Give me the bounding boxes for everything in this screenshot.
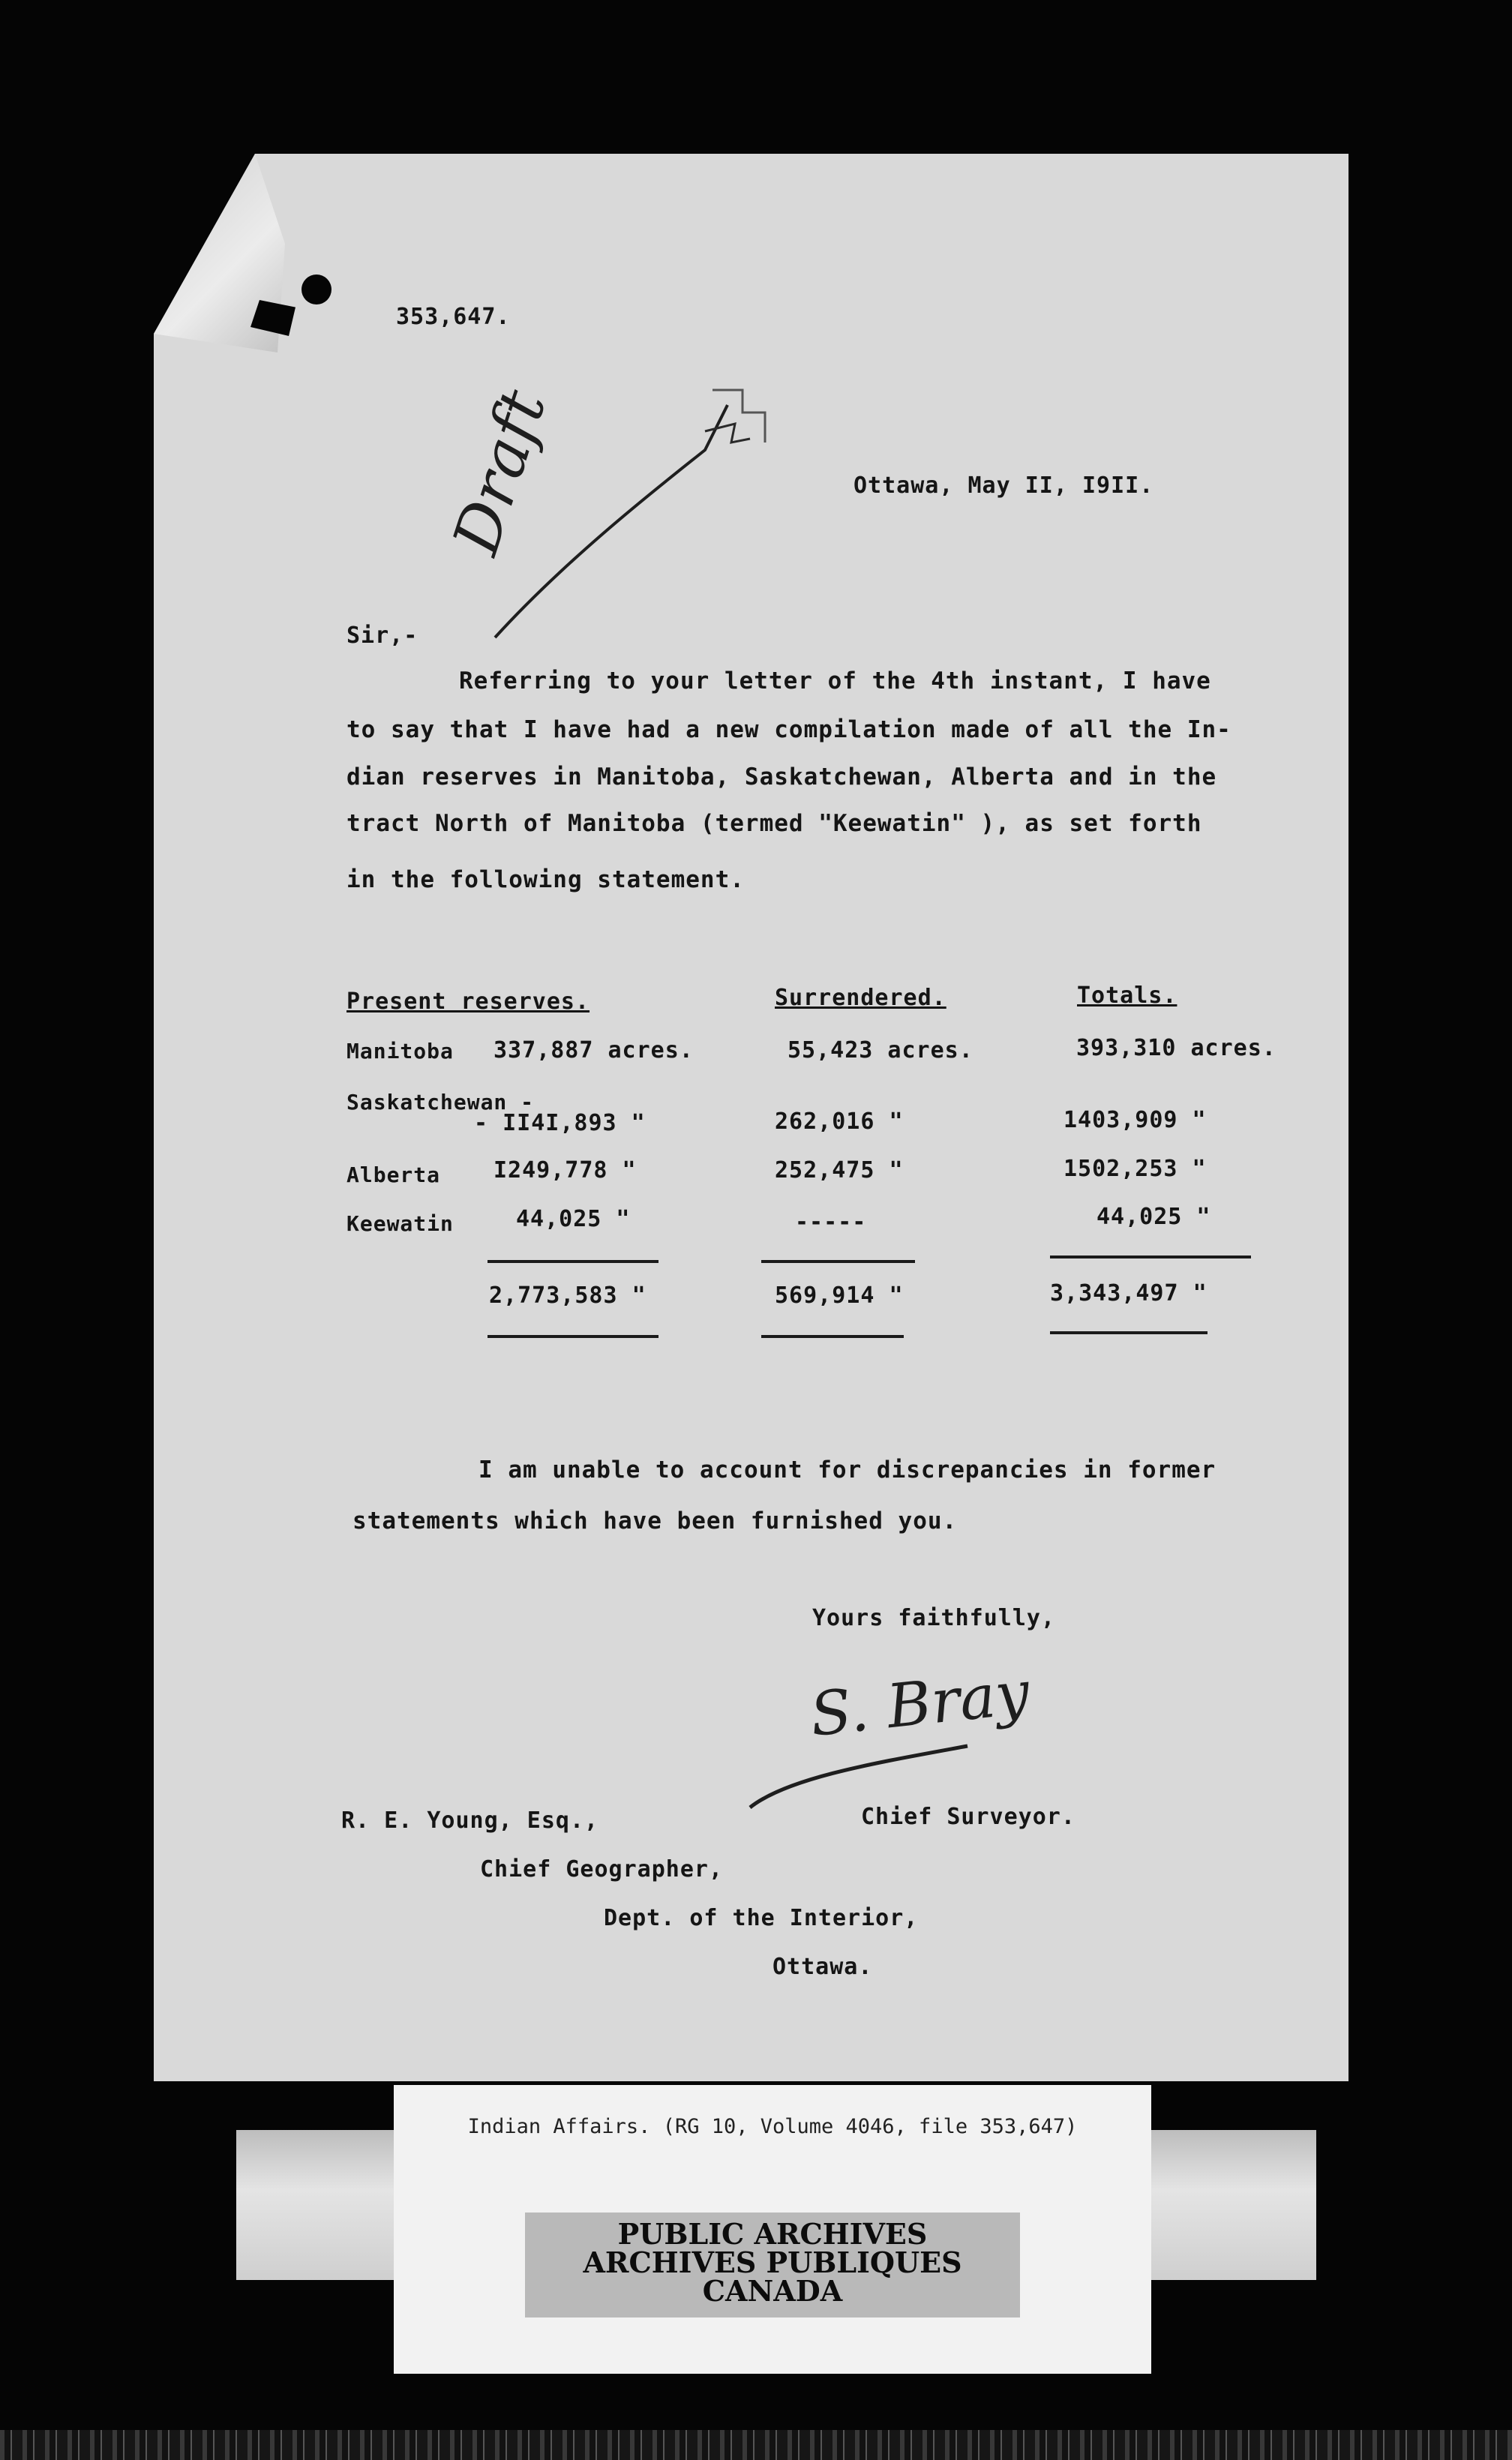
row-reserves: 44,025 " — [516, 1206, 631, 1232]
total-rule — [1050, 1331, 1208, 1334]
recipient-line: R. E. Young, Esq., — [341, 1808, 599, 1834]
sum-total: 3,343,497 " — [1050, 1280, 1208, 1306]
row-reserves: - II4I,893 " — [474, 1110, 646, 1136]
signature: S. Bray — [806, 1657, 1033, 1750]
archives-stamp-line: CANADA — [702, 2274, 843, 2308]
film-edge — [0, 2430, 1512, 2460]
row-surrendered: ----- — [795, 1209, 867, 1235]
paragraph-line: dian reserves in Manitoba, Saskatchewan, Alberta and in the — [346, 764, 1217, 790]
punch-hole — [302, 274, 332, 304]
closing: Yours faithfully, — [812, 1605, 1056, 1631]
sum-rule — [1050, 1256, 1251, 1258]
recipient-line: Dept. of the Interior, — [604, 1905, 919, 1931]
row-total: 44,025 " — [1096, 1204, 1211, 1230]
row-reserves: I249,778 " — [494, 1157, 637, 1184]
row-reserves: 337,887 acres. — [494, 1037, 694, 1064]
archive-citation: Indian Affairs. (RG 10, Volume 4046, file 353,647) — [467, 2115, 1078, 2138]
total-rule — [488, 1335, 658, 1338]
paragraph-line: tract North of Manitoba (termed "Keewatin" ), as set forth — [346, 810, 1202, 837]
row-total: 1502,253 " — [1064, 1156, 1207, 1182]
archives-stamp-line: PUBLIC ARCHIVES — [617, 2217, 928, 2251]
sum-rule — [761, 1260, 915, 1263]
salutation: Sir,- — [346, 622, 418, 649]
row-surrendered: 262,016 " — [775, 1108, 904, 1135]
header-present-reserves: Present reserves. — [346, 988, 590, 1015]
header-surrendered: Surrendered. — [775, 985, 946, 1011]
date-line: Ottawa, May II, I9II. — [854, 472, 1154, 499]
paragraph-line: to say that I have had a new compilation made of all the In- — [346, 716, 1232, 743]
file-number: 353,647. — [396, 304, 511, 330]
row-surrendered: 252,475 " — [775, 1157, 904, 1184]
paragraph-line: statements which have been furnished you. — [352, 1508, 958, 1534]
sum-surrendered: 569,914 " — [775, 1282, 904, 1309]
recipient-line: Ottawa. — [772, 1954, 873, 1980]
sum-rule — [488, 1260, 658, 1263]
sum-reserves: 2,773,583 " — [489, 1282, 646, 1309]
header-totals: Totals. — [1077, 982, 1178, 1009]
paragraph-line: Referring to your letter of the 4th instant, I have — [459, 668, 1211, 694]
signature-flourish — [742, 1732, 982, 1815]
paragraph-line: in the following statement. — [346, 866, 745, 893]
row-name: Manitoba — [346, 1039, 454, 1064]
row-name: Alberta — [346, 1162, 441, 1187]
row-name: Saskatchewan - — [346, 1090, 535, 1114]
signer-title: Chief Surveyor. — [861, 1804, 1076, 1830]
recipient-line: Chief Geographer, — [480, 1856, 724, 1882]
row-total: 393,310 acres. — [1076, 1035, 1276, 1061]
row-name: Keewatin — [346, 1211, 454, 1236]
paragraph-line: I am unable to account for discrepancies in former — [478, 1456, 1216, 1484]
annotation-stroke — [480, 360, 795, 660]
handwritten-annotation: Draft — [439, 381, 560, 563]
row-total: 1403,909 " — [1064, 1107, 1207, 1133]
row-surrendered: 55,423 acres. — [788, 1037, 974, 1064]
total-rule — [761, 1335, 904, 1338]
archives-stamp-line: ARCHIVES PUBLIQUES — [583, 2246, 962, 2279]
